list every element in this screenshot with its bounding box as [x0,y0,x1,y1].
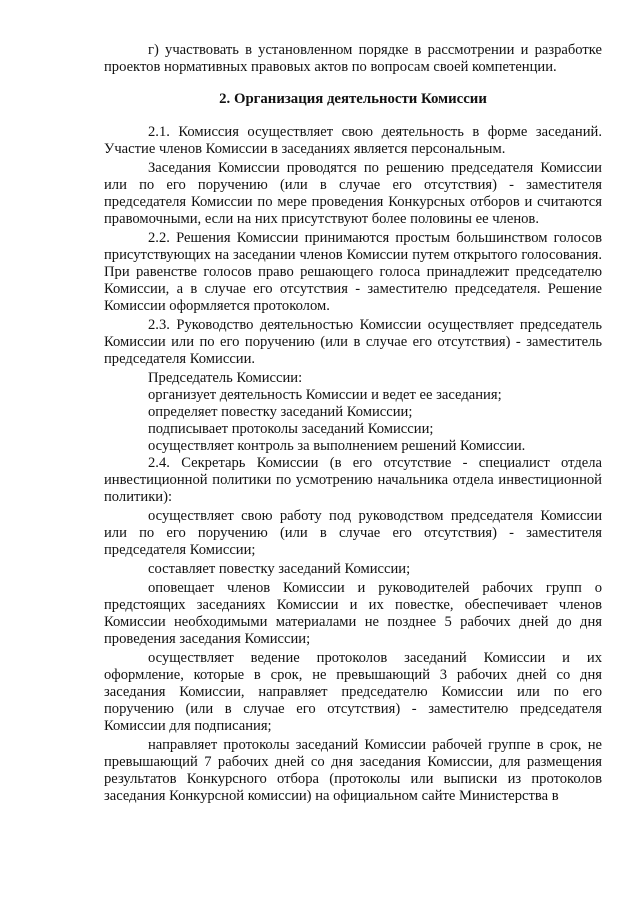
list-item: составляет повестку заседаний Комиссии; [148,561,411,577]
paragraph-2-3: 2.3. Руководство деятельностью Комиссии осуществляет председатель Комиссии или по его поручению (или в случае его отсутствия) - заместитель председателя Комиссии. [104,317,602,367]
list-item: организует деятельность Комиссии и ведет ее заседания; [148,387,502,403]
list-item: осуществляет контроль за выполнением решений Комиссии. [148,438,526,454]
paragraph-2-4: 2.4. Секретарь Комиссии (в его отсутствие - специалист отдела инвестиционной политики по усмотрению начальника отдела инвестиционной политики): [104,455,602,505]
paragraph-2-2: 2.2. Решения Комиссии принимаются простым большинством голосов присутствующих на заседании членов Комиссии путем открытого голосования. При равенстве голосов право решающего голоса принадлежит председателю Комиссии, а в случае его отсутствия - заместителю председателя. Решение Комиссии оформляется протоколом. [104,230,602,314]
section-title: 2. Организация деятельности Комиссии [219,91,487,107]
paragraph-meetings: Заседания Комиссии проводятся по решению председателя Комиссии или по его поручению (или в случае его отсутствия) - заместителя председателя Комиссии по мере проведения Конкурсных отборов и считаются правомочными, если на них присутствуют более половины ее членов. [104,160,602,227]
list-item: осуществляет ведение протоколов заседаний Комиссии и их оформление, которые в срок, не превышающий 3 рабочих дней со дня заседания Комиссии, направляет председателю Комиссии или по его поручению (или в случае его отсутствия) - заместителю председателя Комиссии для подписания; [104,650,602,734]
paragraph-2-1: 2.1. Комиссия осуществляет свою деятельность в форме заседаний. Участие членов Комиссии в заседаниях является персональным. [104,124,602,157]
intro-paragraph: г) участвовать в установленном порядке в рассмотрении и разработке проектов нормативных правовых актов по вопросам своей компетенции. [104,42,602,75]
list-item: оповещает членов Комиссии и руководителей рабочих групп о предстоящих заседаниях Комиссии и их повестке, обеспечивает членов Комиссии необходимыми материалами не позднее 5 рабочих дней до дня проведения заседания Комиссии; [104,580,602,647]
list-item: определяет повестку заседаний Комиссии; [148,404,413,420]
list-item: осуществляет свою работу под руководством председателя Комиссии или по его поручению (или в случае его отсутствия) - заместителя председателя Комиссии; [104,508,602,558]
paragraph-chairman-heading: Председатель Комиссии: [148,370,303,386]
document-body [104,42,602,805]
list-item: подписывает протоколы заседаний Комиссии; [148,421,434,437]
list-item: направляет протоколы заседаний Комиссии рабочей группе в срок, не превышающий 7 рабочих дней со дня заседания Комиссии, для размещения результатов Конкурсного отбора (протоколы или выписки из протоколов заседания Конкурсной комиссии) на официальном сайте Министерства в [104,737,602,804]
